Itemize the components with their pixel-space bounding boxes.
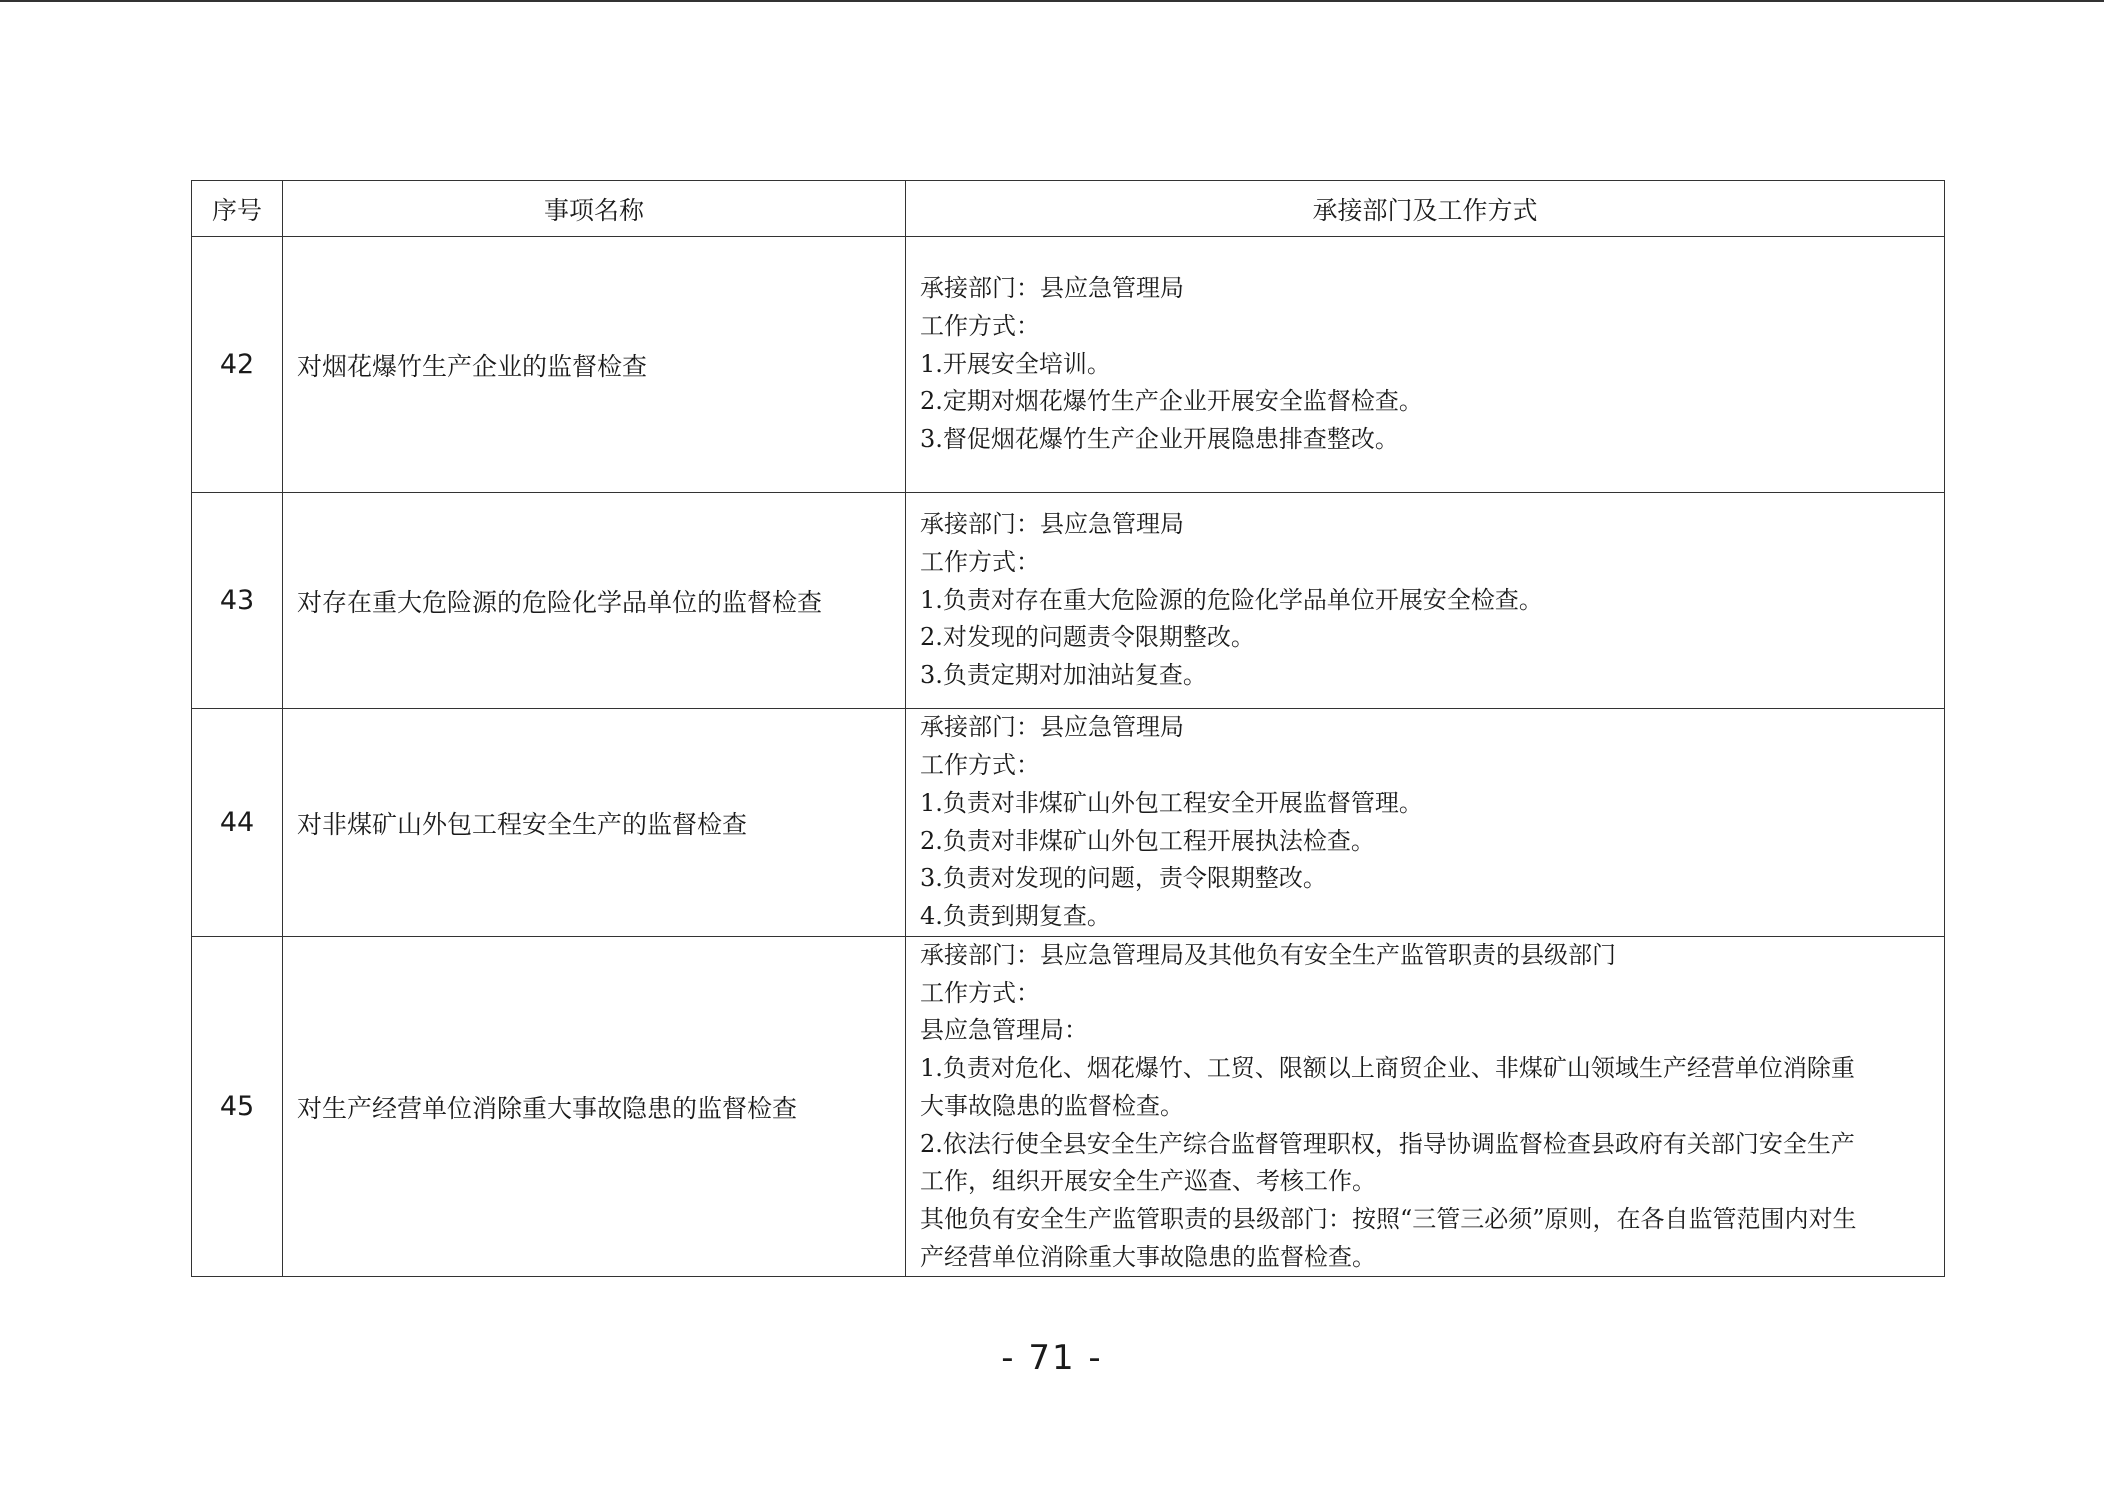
method-line: 1.负责对危化、烟花爆竹、工贸、限额以上商贸企业、非煤矿山领域生产经营单位消除重 <box>920 1054 1855 1083</box>
row-number: 43 <box>192 493 283 709</box>
table-row <box>192 709 1945 937</box>
method-line: 1.负责对存在重大危险源的危险化学品单位开展安全检查。 <box>920 585 1543 614</box>
row-department-method <box>906 937 1945 1277</box>
method-line: 3.负责对发现的问题，责令限期整改。 <box>920 864 1327 893</box>
method-line: 工作方式： <box>920 547 1040 576</box>
method-line: 2.定期对烟花爆竹生产企业开展安全监督检查。 <box>920 387 1423 416</box>
matters-table <box>191 180 1945 1277</box>
method-line: 大事故隐患的监督检查。 <box>920 1091 1184 1120</box>
row-item-name: 对烟花爆竹生产企业的监督检查 <box>283 237 906 493</box>
row-number: 45 <box>192 937 283 1277</box>
row-number: 44 <box>192 709 283 937</box>
method-line: 2.对发现的问题责令限期整改。 <box>920 623 1255 652</box>
table-header-row <box>192 181 1945 237</box>
header-serial-number: 序号 <box>192 181 283 237</box>
row-item-name: 对非煤矿山外包工程安全生产的监督检查 <box>283 709 906 937</box>
top-border-line <box>0 0 2104 2</box>
row-number: 42 <box>192 237 283 493</box>
method-line: 承接部门：县应急管理局及其他负有安全生产监管职责的县级部门 <box>920 941 1616 969</box>
table-row <box>192 937 1945 1277</box>
row-item-name: 对生产经营单位消除重大事故隐患的监督检查 <box>283 937 906 1277</box>
method-line: 承接部门：县应急管理局 <box>920 274 1184 303</box>
table-row <box>192 493 1945 709</box>
method-line: 工作，组织开展安全生产巡查、考核工作。 <box>920 1167 1376 1196</box>
method-line: 承接部门：县应急管理局 <box>920 510 1184 539</box>
method-line: 2.负责对非煤矿山外包工程开展执法检查。 <box>920 826 1375 855</box>
method-line: 产经营单位消除重大事故隐患的监督检查。 <box>920 1242 1376 1271</box>
method-line: 1.负责对非煤矿山外包工程安全开展监督管理。 <box>920 788 1423 817</box>
method-line: 承接部门：县应急管理局 <box>920 713 1184 742</box>
method-line: 3.负责定期对加油站复查。 <box>920 661 1207 690</box>
method-line: 工作方式： <box>920 978 1040 1007</box>
header-item-name: 事项名称 <box>283 181 906 237</box>
header-department-method: 承接部门及工作方式 <box>906 181 1945 237</box>
method-line: 其他负有安全生产监管职责的县级部门：按照“三管三必须”原则，在各自监管范围内对生 <box>920 1204 1857 1233</box>
row-department-method <box>906 493 1945 709</box>
table-row <box>192 237 1945 493</box>
page-number: - 71 - <box>1001 1338 1103 1378</box>
row-department-method <box>906 709 1945 937</box>
row-item-name: 对存在重大危险源的危险化学品单位的监督检查 <box>283 493 906 709</box>
method-line: 工作方式： <box>920 751 1040 780</box>
method-line: 县应急管理局： <box>920 1016 1088 1045</box>
method-line: 4.负责到期复查。 <box>920 901 1111 930</box>
method-line: 3.督促烟花爆竹生产企业开展隐患排查整改。 <box>920 425 1399 454</box>
method-line: 1.开展安全培训。 <box>920 349 1111 378</box>
method-line: 工作方式： <box>920 311 1040 340</box>
method-line: 2.依法行使全县安全生产综合监督管理职权，指导协调监督检查县政府有关部门安全生产 <box>920 1129 1855 1158</box>
row-department-method <box>906 237 1945 493</box>
